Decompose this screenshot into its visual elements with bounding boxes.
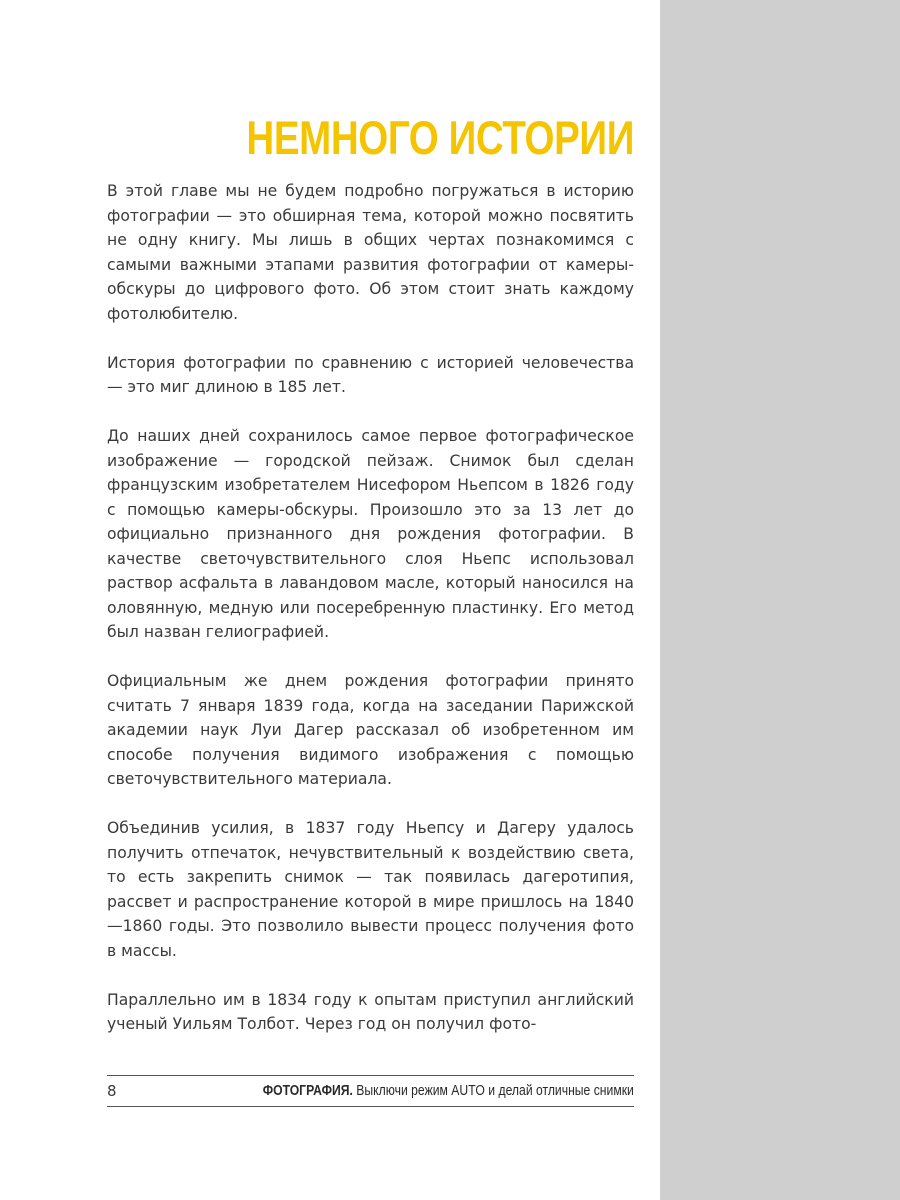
paragraph: Официальным же днем рождения фотографии принято считать 7 января 1839 года, когда на заседании Парижской академии наук Луи Дагер рассказал об изобретенном им способе получения видимого изображения с помощью светочувствительного материала. bbox=[107, 672, 634, 788]
footer-top-rule bbox=[107, 1075, 634, 1076]
footer-bottom-rule bbox=[107, 1106, 634, 1107]
running-title-book: ФОТОГРАФИЯ. bbox=[262, 1083, 354, 1099]
paragraph: Объединив усилия, в 1837 году Ньепсу и Дагеру удалось получить отпечаток, нечувствительный к воздействию света, то есть закрепить снимок — так появилась дагеротипия, рассвет и распространение которой в мире пришлось на 1840—1860 годы. Это позволило вывести процесс получения фото в массы. bbox=[107, 819, 634, 960]
running-title-subtitle: Выключи режим AUTO и делай отличные снимки bbox=[353, 1083, 634, 1099]
paragraph: До наших дней сохранилось самое первое фотографическое изображение — городской пейзаж. Снимок был сделан французским изобретателем Нисефором Ньепсом в 1826 году с помощью камеры-обскуры. Произошло это за 13 лет до официально признанного дня рождения фотографии. В качестве светочувствительного слоя Ньепс использовал раствор асфальта в лавандовом масле, который наносился на оловянную, медную или посеребренную пластинку. Его метод был назван гелиографией. bbox=[107, 427, 634, 641]
paragraph: История фотографии по сравнению с историей человечества — это миг длиною в 185 лет. bbox=[107, 353, 634, 396]
running-title bbox=[263, 1080, 634, 1102]
side-margin-band bbox=[660, 0, 900, 1200]
body-text bbox=[107, 179, 634, 1061]
chapter-title: НЕМНОГО ИСТОРИИ bbox=[246, 111, 635, 164]
paragraph: Параллельно им в 1834 году к опытам приступил английский ученый Уильям Толбот. Через год он получил фото- bbox=[107, 990, 634, 1033]
page-number: 8 bbox=[107, 1082, 117, 1100]
paragraph: В этой главе мы не будем подробно погружаться в историю фотографии — это обширная тема, которой можно посвятить не одну книгу. Мы лишь в общих чертах познакомимся с самыми важными этапами развития фотографии от камеры-обскуры до цифрового фото. Об этом стоит знать каждому фотолюбителю. bbox=[107, 182, 634, 323]
